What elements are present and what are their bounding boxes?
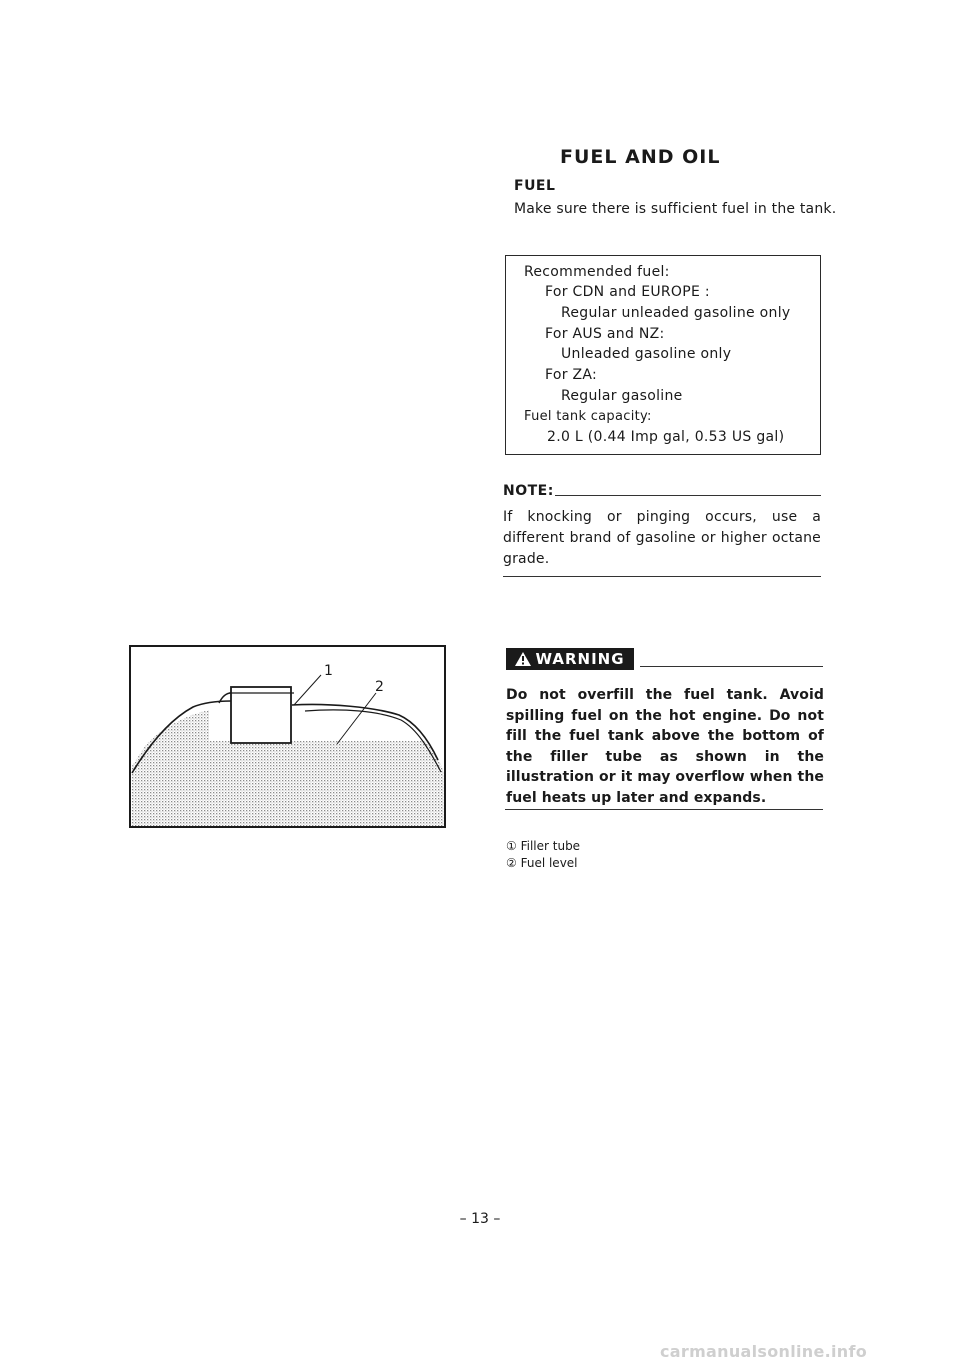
warning-text: Do not overfill the fuel tank. Avoid spilling fuel on the hot engine. Do not fill the fuel tank above the bottom of the filler tube as shown in the illustration or it may overflow when the fuel heats up later and expands. [506, 687, 824, 806]
fuel-za: Regular gasoline [561, 388, 683, 404]
warning-divider [640, 666, 823, 667]
figure-legend [506, 838, 580, 872]
fuel-cdn-europe: Regular unleaded gasoline only [561, 305, 791, 321]
warning-end-divider [505, 809, 823, 810]
legend-marker: ① [506, 839, 517, 853]
legend-label: Fuel level [520, 856, 578, 870]
watermark: carmanualsonline.info [660, 1342, 868, 1361]
note-end-divider [503, 576, 821, 577]
legend-item [506, 838, 580, 855]
warning-label: WARNING [535, 650, 625, 668]
recommended-fuel-label: Recommended fuel: [524, 264, 670, 280]
legend-item [506, 855, 580, 872]
page-number: – 13 – [459, 1211, 501, 1227]
warning-badge [506, 648, 634, 670]
section-title: FUEL AND OIL [560, 146, 721, 168]
capacity-label: Fuel tank capacity: [524, 409, 652, 424]
legend-marker: ② [506, 856, 517, 870]
note-text: If knocking or pinging occurs, use a different brand of gasoline or higher octane grade. [503, 509, 821, 567]
callout-1: 1 [324, 663, 333, 679]
fuel-spec-box [505, 255, 821, 455]
capacity-value: 2.0 L (0.44 Imp gal, 0.53 US gal) [547, 429, 785, 445]
subsection-title: FUEL [514, 178, 556, 194]
fuel-tank-illustration [129, 645, 446, 828]
callout-2: 2 [375, 679, 384, 695]
legend-label: Filler tube [520, 839, 581, 853]
region-cdn-europe: For CDN and EUROPE : [545, 284, 710, 300]
fuel-aus-nz: Unleaded gasoline only [561, 346, 732, 362]
region-za: For ZA: [545, 367, 598, 383]
note-label: NOTE: [503, 483, 554, 499]
filler-tube [231, 687, 291, 743]
warning-triangle-icon [515, 652, 531, 666]
note-divider [555, 495, 821, 496]
intro-text: Make sure there is sufficient fuel in the tank. [514, 201, 837, 217]
region-aus-nz: For AUS and NZ: [545, 326, 665, 342]
